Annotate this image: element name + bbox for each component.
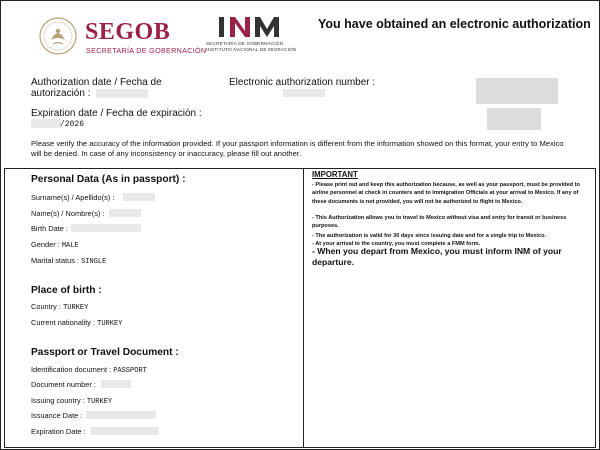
box-divider [303, 168, 304, 448]
id-doc-value: PASSPORT [113, 367, 147, 375]
authorization-number-redacted-1 [283, 89, 325, 97]
inm-logo-icon [217, 15, 289, 41]
surname-redacted [123, 193, 155, 201]
issuing-country-label: Issuing country : [31, 396, 85, 405]
personal-data-title: Personal Data (As in passport) : [31, 174, 186, 185]
page-title: You have obtained an electronic authorization [318, 17, 591, 31]
id-doc-row [31, 365, 147, 376]
qr-code-redacted [487, 108, 541, 130]
authorization-number-redacted-2 [476, 78, 558, 104]
gender-label: Gender : [31, 240, 60, 249]
authorization-date-label-1: Authorization date / Fecha de [31, 77, 162, 88]
authorization-date-redacted [96, 89, 148, 98]
authorization-number-label: Electronic authorization number : [229, 77, 376, 88]
expiration-date-label: Expiration date / Fecha de expiración : [31, 108, 202, 119]
important-final-note: - When you depart from Mexico, you must inform INM of your departure. [312, 246, 562, 267]
country-row [31, 302, 88, 313]
nationality-value: TURKEY [97, 320, 123, 328]
authorization-date-label-2: autorización : [31, 88, 91, 99]
issuing-country-value: TURKEY [86, 398, 113, 406]
inm-subtitle-2: INSTITUTO NACIONAL DE MIGRACIÓN [206, 47, 297, 52]
travel-document-title: Passport or Travel Document : [31, 347, 179, 358]
nationality-label: Current nationality : [31, 318, 96, 327]
document-number-label: Document number : [31, 380, 96, 389]
surname-label: Surname(s) / Apellido(s) : [31, 193, 115, 202]
expiration-date-doc-label: Expiration Date : [31, 427, 86, 436]
expiration-date-doc-redacted [91, 427, 159, 435]
marital-label: Marital status : [31, 256, 80, 265]
expiration-date-redacted [31, 119, 61, 128]
marital-row [31, 256, 106, 267]
important-title: IMPORTANT [312, 170, 358, 179]
names-label: Name(s) / Nombre(s) : [31, 209, 105, 218]
segob-subtitle: SECRETARÍA DE GOBERNACIÓN [86, 46, 207, 55]
birth-date-redacted [71, 224, 141, 232]
gender-row [31, 240, 79, 251]
place-of-birth-title: Place of birth : [31, 285, 102, 296]
document-number-redacted [101, 380, 131, 388]
nationality-row [31, 318, 122, 329]
segob-name: SEGOB [85, 19, 171, 45]
marital-value: SINGLE [81, 258, 107, 266]
important-paragraph-2: - This Authorization allows you to travel to Mexico without visa and entry for transit or business purposes. [312, 215, 567, 230]
verification-notice: Please verify the accuracy of the information provided. If your passport information is different from the information showed on this format, your entry to Mexico will be denied. In case of any inconsistency or inaccuracy, please fill out another. [31, 139, 564, 158]
issuing-country-row [31, 396, 112, 407]
important-paragraph-3: - The authorization is valid for 30 days since issuing date and for a single trip to Mexico. [312, 233, 547, 239]
birth-date-label: Birth Date : [31, 224, 68, 233]
country-value: TURKEY [63, 304, 89, 312]
mexico-seal-icon [39, 16, 77, 56]
important-paragraph-4: - At your arrival to the country, you must complete a FMM form. [312, 241, 481, 247]
gender-value: MALE [61, 242, 79, 250]
issuance-date-label: Issuance Date : [31, 411, 83, 420]
issuance-date-redacted [86, 411, 156, 419]
header [1, 1, 599, 67]
names-redacted [109, 209, 141, 217]
expiration-year: /2026 [60, 120, 85, 129]
id-doc-label: Identification document : [31, 365, 112, 374]
important-paragraph-1: - Please print out and keep this authorization because, as well as your passport, must be provided to airline personnel at check in counters and to Immigration Officials at your arrival to Mexico. If any of these documents is not provided, you will not be authorized to flight to Mexico. [312, 182, 580, 205]
country-label: Country : [31, 302, 61, 311]
inm-subtitle-1: SECRETARÍA DE GOBERNACIÓN [206, 41, 284, 46]
